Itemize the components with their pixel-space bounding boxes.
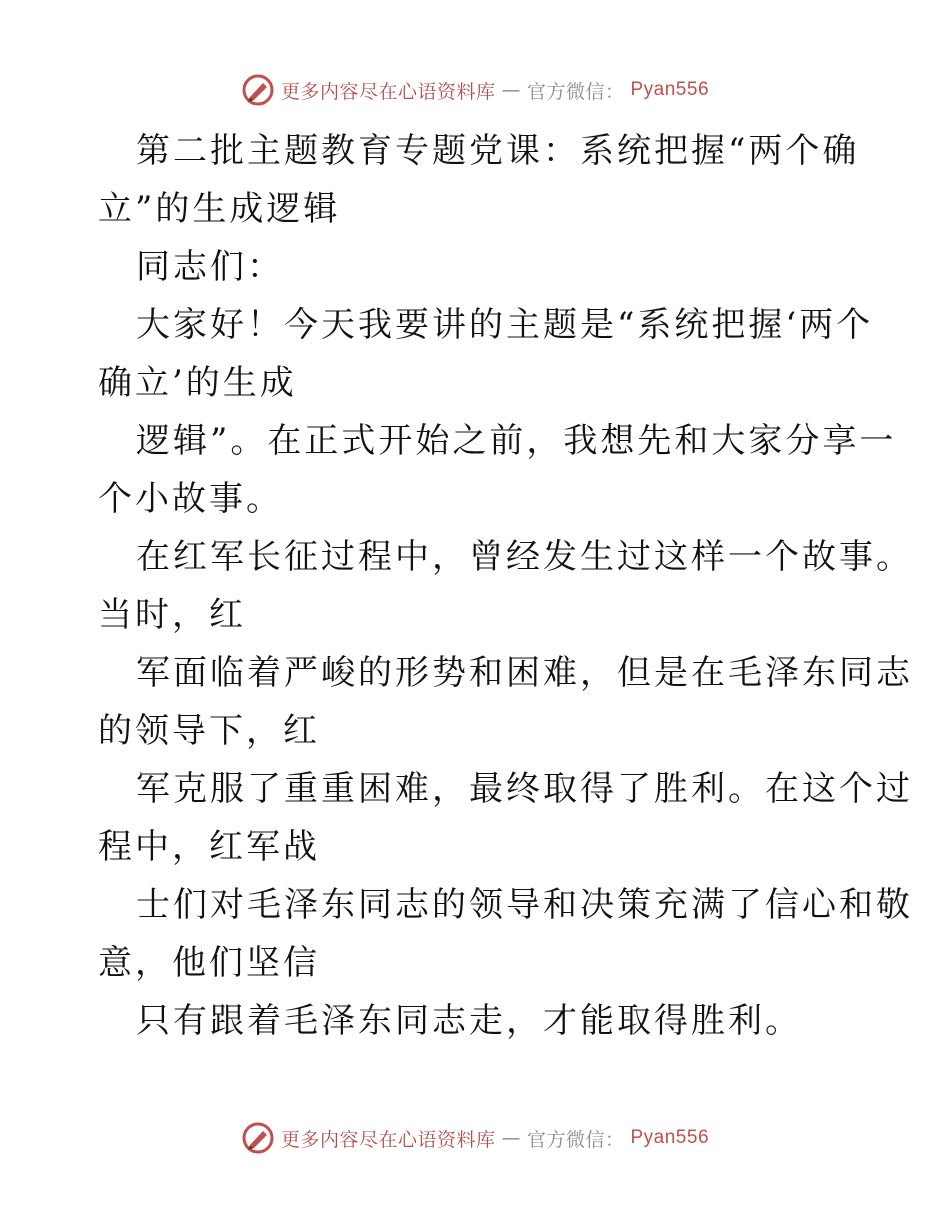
- text-line: 立”的生成逻辑: [98, 189, 341, 229]
- watermark-main-text: 更多内容尽在心语资料库: [280, 1128, 496, 1151]
- watermark-contact-label: 官方微信：: [526, 80, 625, 103]
- text-line: 确立’的生成: [98, 363, 297, 403]
- watermark-contact-id: Pyan556: [630, 79, 710, 100]
- watermark-dash: —: [501, 1127, 521, 1149]
- header-watermark: [0, 70, 950, 110]
- text-line: 意，他们坚信: [98, 943, 320, 983]
- text-line: 的领导下，红: [98, 711, 320, 751]
- text-line: 军克服了重重困难，最终取得了胜利。在这个过: [136, 769, 913, 809]
- text-line: 逻辑”。在正式开始之前，我想先和大家分享一: [136, 421, 897, 461]
- text-line: 军面临着严峻的形势和困难，但是在毛泽东同志: [136, 653, 913, 693]
- text-line: 第二批主题教育专题党课：系统把握“两个确: [136, 131, 860, 171]
- text-line: 在红军长征过程中，曾经发生过这样一个故事。: [136, 537, 913, 577]
- footer-watermark: [0, 1118, 950, 1158]
- document-body: [98, 122, 913, 1050]
- text-line: 同志们：: [136, 247, 284, 287]
- watermark-contact-id: Pyan556: [630, 1127, 710, 1148]
- watermark-dash: —: [501, 79, 521, 101]
- watermark-main-text: 更多内容尽在心语资料库: [280, 80, 496, 103]
- pen-logo-icon: [241, 1121, 275, 1155]
- text-line: 个小故事。: [98, 479, 283, 519]
- watermark-contact-label: 官方微信：: [526, 1128, 625, 1151]
- pen-logo-icon: [241, 73, 275, 107]
- text-line: 大家好！今天我要讲的主题是“系统把握‘两个: [136, 305, 874, 345]
- text-line: 当时，红: [98, 595, 246, 635]
- text-line: 士们对毛泽东同志的领导和决策充满了信心和敬: [136, 885, 913, 925]
- text-line: 只有跟着毛泽东同志走，才能取得胜利。: [136, 1001, 802, 1041]
- text-line: 程中，红军战: [98, 827, 320, 867]
